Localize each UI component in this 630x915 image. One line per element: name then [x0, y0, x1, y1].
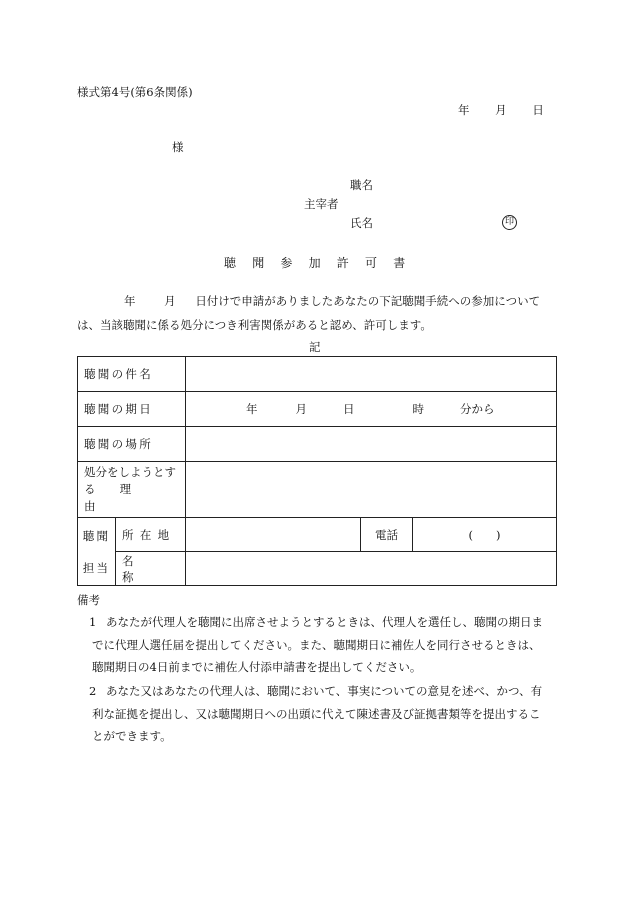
date-day: 日 [343, 402, 355, 416]
place-field[interactable] [186, 427, 557, 462]
organizer-label: 主宰者 [304, 197, 339, 211]
table-row [78, 518, 557, 552]
page-title: 聴聞参加許可書 [224, 256, 422, 270]
hearing-info-table [77, 356, 557, 586]
table-row [78, 462, 557, 518]
remark-2-line-3: とができます。 [92, 729, 172, 743]
date-month: 月 [295, 402, 307, 416]
table-row [78, 427, 557, 462]
reason-label-line-1: 処分をしようとす [84, 465, 176, 479]
ki-heading: 記 [309, 340, 321, 354]
intro-line-1-rest: 日付けで申請がありましたあなたの下記聴聞手続への参加について [195, 294, 541, 308]
remark-2-number: 2 [89, 684, 97, 698]
org-name-label: 名称 [116, 552, 186, 586]
remark-1-line-2: でに代理人選任届を提出してください。また、聴聞期日に補佐人を同行させるときは、 [92, 638, 541, 652]
remark-2-line-1: あなた又はあなたの代理人は、聴聞において、事実についての意見を述べ、かつ、有 [106, 684, 543, 698]
form-number: 様式第4号(第6条関係) [77, 85, 193, 99]
address-label: 所在地 [116, 518, 186, 552]
intro-year: 年 [124, 294, 136, 308]
contact-label-line-2: 担当 [82, 560, 111, 575]
intro-line-2: は、当該聴聞に係る処分につき利害関係があると認め、許可します。 [77, 318, 432, 332]
position-label: 職名 [350, 178, 373, 192]
issue-date [458, 105, 544, 117]
table-row [78, 552, 557, 586]
seal-icon: 印 [502, 215, 517, 230]
contact-label-line-1: 聴聞 [82, 528, 111, 543]
date-value [186, 392, 556, 426]
remark-1-number: 1 [89, 615, 97, 629]
intro-line-1 [124, 296, 540, 308]
intro-month: 月 [164, 294, 176, 308]
table-row [78, 357, 557, 392]
phone-label: 電話 [361, 518, 413, 552]
remark-1-line-3: 聴聞期日の4日前までに補佐人付添申請書を提出してください。 [92, 660, 422, 674]
issue-date-month: 月 [495, 103, 507, 117]
date-year: 年 [246, 402, 258, 416]
issue-date-year: 年 [458, 103, 470, 117]
remarks-heading: 備考 [77, 593, 100, 607]
place-label: 聴聞の場所 [78, 427, 186, 462]
issue-date-day: 日 [532, 103, 544, 117]
org-name-field[interactable] [186, 552, 557, 586]
contact-label [78, 518, 116, 586]
remark-2-line-2: 利な証拠を提出し、又は聴聞期日への出頭に代えて陳述書及び証拠書類等を提出するこ [92, 707, 541, 721]
date-field[interactable] [186, 392, 557, 427]
addressee-suffix: 様 [172, 140, 184, 154]
reason-label-line-2: る理由 [84, 482, 156, 513]
date-label: 聴聞の期日 [78, 392, 186, 427]
table-row [78, 392, 557, 427]
remark-1-line-1: あなたが代理人を聴聞に出席させようとするときは、代理人を選任し、聴聞の期日ま [106, 615, 543, 629]
case-name-label: 聴聞の件名 [78, 357, 186, 392]
reason-field[interactable] [186, 462, 557, 518]
name-label: 氏名 [350, 216, 373, 230]
case-name-field[interactable] [186, 357, 557, 392]
reason-label [78, 462, 186, 518]
date-hour: 時 [412, 402, 424, 416]
date-minute-from: 分から [460, 402, 495, 416]
phone-field[interactable]: ( ) [413, 518, 557, 552]
address-field[interactable] [186, 518, 361, 552]
